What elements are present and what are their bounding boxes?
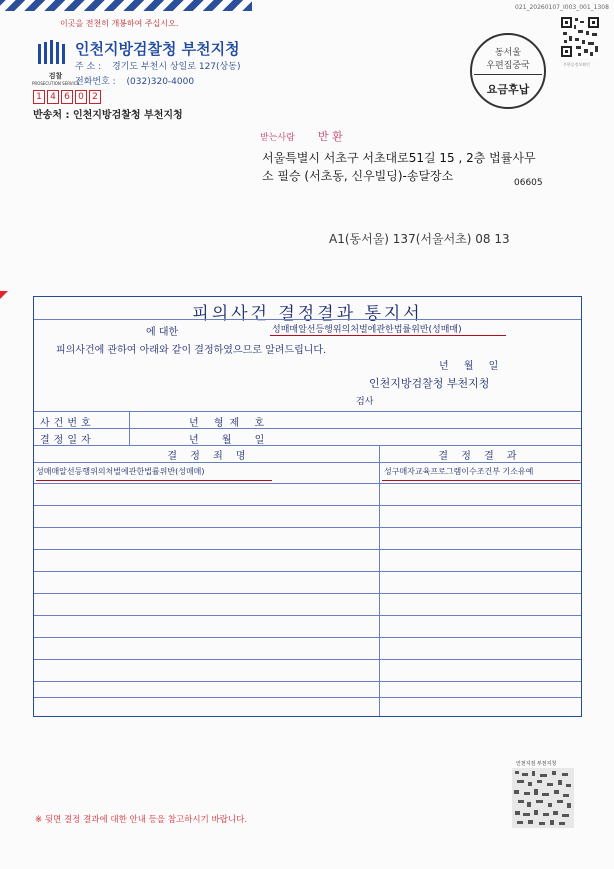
- postal-code: 06605: [514, 178, 543, 188]
- case-number-value: 년 형제 호: [189, 418, 270, 429]
- zip-digit: 1: [33, 90, 45, 104]
- notification-text: 피의사건에 관하여 아래와 같이 결정하였으므로 알려드립니다.: [56, 345, 327, 356]
- table-column-divider: [379, 445, 380, 716]
- zip-digit: 0: [75, 90, 87, 104]
- info-bottom-line: [34, 445, 581, 446]
- decision-date-value: 년 월 일: [189, 435, 275, 446]
- return-address: 반송처 : 인천지방검찰청 부천지청: [33, 110, 183, 121]
- recipient-address-line: 서울특별시 서초구 서초대로51길 15 , 2층 법률사무: [262, 151, 536, 165]
- qr-code-icon: [512, 768, 574, 828]
- charge-name: 성매매알선등행위의처벌에관한법률위반(성매매): [272, 325, 462, 335]
- zip-digit: 4: [47, 90, 59, 104]
- charge-underline: [270, 335, 506, 336]
- row-result: 성구매자교육프로그램이수조건부 기소유예: [384, 467, 534, 476]
- decision-date-label: 결정일자: [40, 435, 95, 446]
- fold-mark: [0, 291, 8, 299]
- envelope-stripe: [0, 0, 252, 11]
- table-row-line: [34, 615, 581, 616]
- table-row-line: [34, 681, 581, 682]
- table-row-line: [34, 659, 581, 660]
- row-charge-underline: [36, 480, 272, 481]
- qr-code-icon: [560, 16, 600, 58]
- route-code: A1(동서울) 137(서울서초) 08 13: [329, 232, 510, 246]
- table-row-line: [34, 505, 581, 506]
- row-charge: 성매매알선등행위의처벌에관한법률위반(성매매): [36, 467, 205, 476]
- issue-date: 년 월 일: [439, 361, 505, 372]
- stamp-center: 우편집중국: [486, 61, 530, 71]
- recipient-name: 반 환: [318, 130, 343, 143]
- open-notice: 이곳을 전천히 개봉하여 주십시오.: [60, 19, 179, 28]
- column-header-result: 결 정 결 과: [438, 451, 522, 462]
- sender-name: 인천지방검찰청 부천지청: [75, 40, 240, 58]
- form-title: 피의사건 결정결과 통지서: [192, 304, 423, 324]
- stamp-postpaid: 요금후납: [486, 83, 530, 96]
- serial-number: 021_20260107_I003_001_1308: [515, 4, 609, 11]
- prosecution-logo-icon: [36, 40, 66, 68]
- stamp-divider: [474, 74, 542, 75]
- decision-notice-form: [33, 296, 582, 717]
- table-row-line: [34, 483, 581, 484]
- case-number-label: 사건번호: [40, 418, 95, 429]
- table-row-line: [34, 637, 581, 638]
- info-divider: [129, 411, 130, 445]
- issuing-office: 인천지방검찰청 부천지청: [369, 377, 490, 390]
- footer-note: ※ 뒷면 결정 결과에 대한 안내 등을 참고하시기 바랍니다.: [35, 815, 248, 825]
- logo-caption: 검찰 PROSECUTION SERVICE: [32, 72, 80, 86]
- column-header-charge: 결 정 죄 명: [167, 451, 251, 462]
- prosecutor-label: 검사: [356, 397, 374, 407]
- sender-zip: [33, 90, 101, 104]
- qr-office-label: 인천지검 부천지청: [516, 761, 557, 767]
- sender-phone: 전화번호 : (032)320-4000: [75, 77, 195, 87]
- table-row-line: [34, 527, 581, 528]
- regarding-label: 에 대한: [146, 327, 179, 338]
- table-header-line: [34, 462, 581, 463]
- recipient-label: 받는사람: [260, 133, 295, 143]
- table-row-line: [34, 549, 581, 550]
- table-row-line: [34, 593, 581, 594]
- zip-digit: 6: [61, 90, 73, 104]
- qr-caption: 우편물정보확인: [563, 62, 591, 67]
- stamp-office: 동서울: [494, 48, 522, 58]
- info-mid-line: [34, 428, 581, 429]
- sender-address: 주 소 : 경기도 부천시 상일로 127(상동): [75, 62, 241, 72]
- table-row-line: [34, 571, 581, 572]
- title-divider: [34, 319, 581, 320]
- recipient-address-line: 소 필승 (서초동, 신우빌딩)-송달장소: [262, 169, 454, 183]
- table-row-line: [34, 697, 581, 698]
- zip-digit: 2: [89, 90, 101, 104]
- info-top-line: [34, 411, 581, 412]
- row-result-underline: [382, 480, 580, 481]
